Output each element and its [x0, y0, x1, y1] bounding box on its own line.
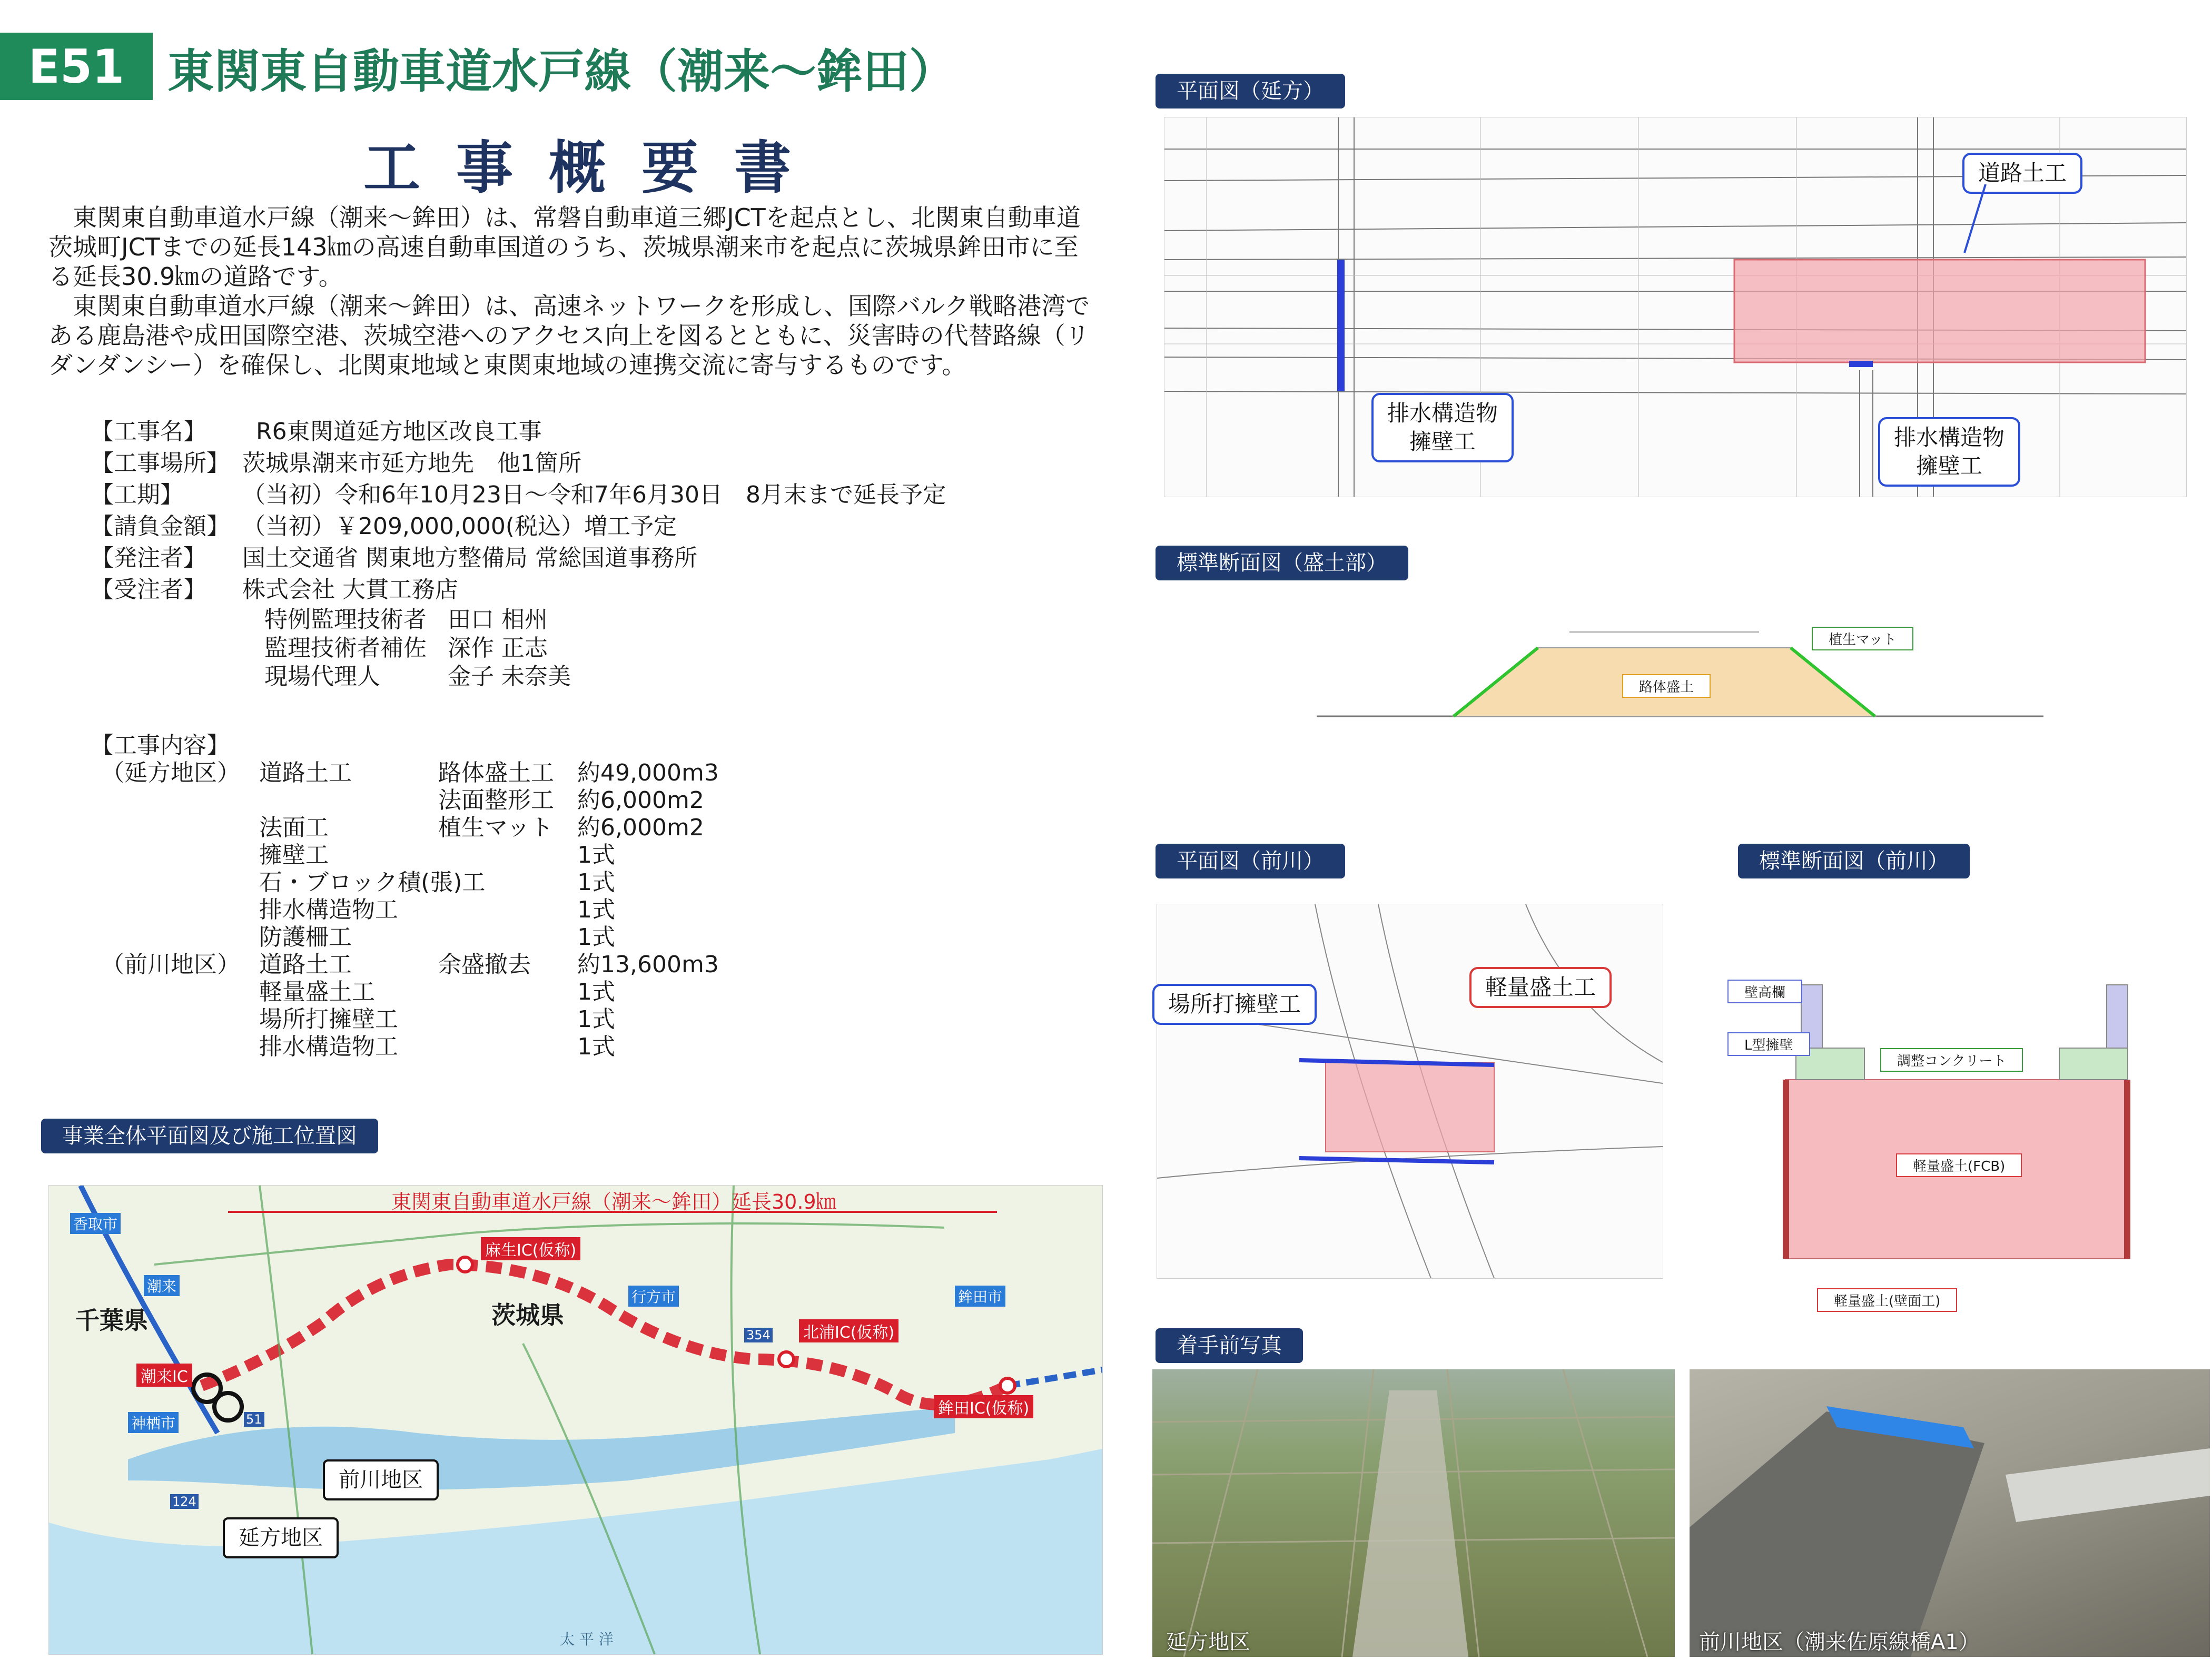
callout-arrow	[1959, 179, 2012, 258]
info-label: 【受注者】	[91, 576, 206, 603]
info-row-period	[91, 479, 946, 511]
callout-line: 擁壁工	[1409, 429, 1476, 455]
callout-line: 擁壁工	[1916, 453, 1983, 479]
map-route-354-shield: 354	[744, 1328, 773, 1342]
work-row	[91, 842, 719, 869]
map-city-hokota: 鉾田市	[955, 1286, 1005, 1307]
work-info	[91, 416, 946, 691]
staff-row	[264, 663, 946, 691]
info-label: 【工期】	[91, 481, 183, 508]
work-qty: 1式	[577, 1033, 615, 1060]
section-label-plan-maekawa: 平面図（前川）	[1156, 844, 1345, 878]
info-value: 国土交通省 関東地方整備局 常総国道事務所	[242, 545, 697, 571]
map-label-ibaraki: 茨城県	[491, 1301, 564, 1329]
map-city-namegata: 行方市	[628, 1286, 679, 1307]
section-label-std-fill: 標準断面図（盛土部）	[1156, 546, 1408, 580]
work-area	[91, 1033, 259, 1061]
map-ic-aso: 麻生IC(仮称)	[481, 1237, 580, 1260]
map-callout-nobekata: 延方地区	[223, 1517, 339, 1558]
info-value: 茨城県潮来市延方地先 他1箇所	[242, 450, 581, 477]
plan-maekawa-svg	[1157, 904, 1663, 1278]
map-city-kamisu: 神栖市	[128, 1412, 179, 1433]
callout-road-earthwork: 道路土工	[1962, 153, 2082, 194]
work-sub: 法面整形工	[438, 787, 554, 814]
label-fill: 路体盛土	[1622, 674, 1711, 698]
photo-caption-nobekata: 延方地区	[1166, 1630, 1250, 1654]
photo-caption-maekawa: 前川地区（潮来佐原線橋A1）	[1699, 1630, 1980, 1654]
label-fence: 壁高欄	[1727, 980, 1802, 1003]
section-label-before-photos: 着手前写真	[1156, 1328, 1303, 1363]
work-qty: 1式	[577, 1006, 615, 1033]
work-row	[91, 787, 719, 814]
label-veg-mat: 植生マット	[1812, 627, 1913, 650]
work-row	[91, 759, 719, 787]
map-label-chiba: 千葉県	[75, 1306, 148, 1335]
work-row	[91, 1006, 719, 1033]
map-ic-kitaura: 北浦IC(仮称)	[799, 1319, 898, 1342]
work-row	[91, 1033, 719, 1061]
callout-line: 排水構造物	[1387, 400, 1498, 426]
map-city-katori: 香取市	[70, 1213, 121, 1234]
label-light-wall: 軽量盛土(壁面工)	[1817, 1288, 1957, 1312]
work-qty: 約6,000m2	[577, 814, 704, 841]
staff-person: 深作 正志	[448, 635, 548, 661]
work-area	[91, 869, 259, 896]
label-l-wall: L型擁壁	[1727, 1032, 1810, 1056]
work-row	[91, 814, 719, 842]
work-item: 場所打擁壁工	[259, 1006, 398, 1033]
work-item: 軽量盛土工	[259, 979, 375, 1005]
map-ic-hokota: 鉾田IC(仮称)	[934, 1395, 1033, 1418]
info-value: （当初）令和6年10月23日～令和7年6月30日 8月末まで延長予定	[242, 481, 946, 508]
work-area: （前川地区）	[101, 951, 240, 978]
work-sub	[438, 979, 577, 1006]
overall-map	[48, 1185, 1103, 1655]
route-badge: E51	[0, 33, 153, 100]
intro-paragraph-2: 東関東自動車道水戸線（潮来～鉾田）は、高速ネットワークを形成し、国際バルク戦略港湾である鹿島港や成田国際空港、茨城空港へのアクセス向上を図るとともに、災害時の代替路線（リダンダンシー）を確保し、北関東地域と東関東地域の連携交流に寄与するものです。	[48, 292, 1090, 379]
work-sub	[438, 842, 577, 869]
map-route-124-shield: 124	[170, 1494, 199, 1509]
work-item: 排水構造物工	[259, 1033, 398, 1060]
photo-nobekata	[1152, 1369, 1675, 1657]
work-rows	[91, 759, 719, 1061]
photo-maekawa-svg	[1690, 1369, 2210, 1657]
map-sea: 太 平 洋	[560, 1631, 614, 1648]
work-sub	[438, 924, 577, 951]
photo-maekawa	[1690, 1369, 2210, 1657]
section-label-plan-nobekata: 平面図（延方）	[1156, 74, 1345, 108]
work-area	[91, 896, 259, 924]
info-label: 【工事場所】	[91, 450, 230, 477]
work-row	[91, 924, 719, 951]
work-sub	[438, 869, 577, 896]
info-label: 【発注者】	[91, 545, 206, 571]
info-label: 【工事名】	[91, 418, 206, 445]
map-route-length: 東関東自動車道水戸線（潮来～鉾田）延長30.9㎞	[391, 1190, 836, 1213]
label-adjust-concrete: 調整コンクリート	[1880, 1048, 2023, 1072]
work-item: 擁壁工	[259, 842, 329, 868]
label-light-fcb: 軽量盛土(FCB)	[1896, 1153, 2022, 1177]
work-item: 道路土工	[259, 759, 352, 786]
work-row	[91, 951, 719, 979]
intro-text	[48, 203, 1097, 380]
staff-row	[264, 634, 946, 663]
map-city-itako: 潮来	[144, 1275, 180, 1296]
work-item: 法面工	[259, 814, 329, 841]
info-value: 株式会社 大貫工務店	[242, 576, 458, 603]
work-item: 排水構造物工	[259, 896, 398, 923]
work-qty: 約13,600m3	[577, 951, 719, 978]
work-area: （延方地区）	[101, 759, 240, 786]
work-sub: 植生マット	[438, 814, 554, 841]
info-row-amount	[91, 511, 946, 542]
staff-role: 監理技術者補佐	[264, 635, 427, 661]
work-row	[91, 896, 719, 924]
work-qty: 1式	[577, 979, 615, 1005]
work-row	[91, 869, 719, 896]
work-sub	[438, 896, 577, 924]
staff-person: 田口 相州	[448, 606, 548, 633]
content-label: 【工事内容】	[91, 732, 230, 759]
section-label-std-maekawa: 標準断面図（前川）	[1738, 844, 1970, 878]
info-row-name	[91, 416, 946, 448]
std-maekawa-svg	[1722, 969, 2144, 1275]
work-area	[91, 814, 259, 842]
work-area	[91, 924, 259, 951]
work-area	[91, 842, 259, 869]
plan-maekawa-drawing	[1157, 904, 1663, 1279]
staff-row	[264, 606, 946, 634]
callout-cast-wall: 場所打擁壁工	[1152, 984, 1317, 1025]
work-qty: 1式	[577, 869, 615, 896]
work-sub	[438, 1033, 577, 1061]
callout-light-fill: 軽量盛土工	[1469, 967, 1612, 1008]
std-fill-drawing	[1306, 611, 2054, 737]
callout-line: 排水構造物	[1894, 424, 2005, 450]
staff-person: 金子 未奈美	[448, 663, 571, 690]
work-content	[91, 732, 719, 1061]
work-qty: 約49,000m3	[577, 759, 719, 786]
staff-list	[91, 606, 946, 691]
info-row-place	[91, 448, 946, 479]
info-value: R6東関道延方地区改良工事	[256, 418, 542, 445]
work-area	[91, 1006, 259, 1033]
route-title: 東関東自動車道水戸線（潮来～鉾田）	[167, 44, 956, 98]
work-qty: 1式	[577, 924, 615, 951]
staff-role: 現場代理人	[264, 663, 380, 690]
std-maekawa-drawing	[1722, 969, 2144, 1309]
work-area	[91, 979, 259, 1006]
work-item: 石・ブロック積(張)工	[259, 869, 486, 896]
work-item: 道路土工	[259, 951, 352, 978]
map-route-51-shield: 51	[244, 1412, 264, 1427]
staff-role: 特例監理技術者	[264, 606, 427, 633]
map-ic-itako: 潮来IC	[136, 1364, 192, 1387]
photo-nobekata-svg	[1152, 1369, 1675, 1657]
info-row-orderer	[91, 542, 946, 574]
intro-paragraph-1: 東関東自動車道水戸線（潮来～鉾田）は、常磐自動車道三郷JCTを起点とし、北関東自動車道茨城町JCTまでの延長143㎞の高速自動車国道のうち、茨城県潮来市を起点に茨城県鉾田市に至る延長30.9㎞の道路です。	[48, 203, 1081, 291]
doc-title: 工事概要書	[363, 135, 827, 201]
work-qty: 1式	[577, 842, 615, 868]
callout-drainage-1	[1371, 393, 1514, 462]
info-row-contractor	[91, 574, 946, 606]
info-value: （当初）￥209,000,000(税込）増工予定	[242, 513, 677, 540]
work-sub	[438, 1006, 577, 1033]
work-sub: 余盛撤去	[438, 951, 531, 978]
work-qty: 約6,000m2	[577, 787, 704, 814]
work-area	[91, 787, 259, 814]
callout-drainage-2	[1878, 417, 2020, 487]
work-row	[91, 979, 719, 1006]
work-qty: 1式	[577, 896, 615, 923]
info-label: 【請負金額】	[91, 513, 230, 540]
section-label-overall-map: 事業全体平面図及び施工位置図	[41, 1119, 378, 1153]
map-callout-maekawa: 前川地区	[323, 1459, 439, 1500]
work-sub: 路体盛土工	[438, 759, 554, 786]
work-item	[259, 787, 438, 814]
work-item: 防護柵工	[259, 924, 352, 951]
